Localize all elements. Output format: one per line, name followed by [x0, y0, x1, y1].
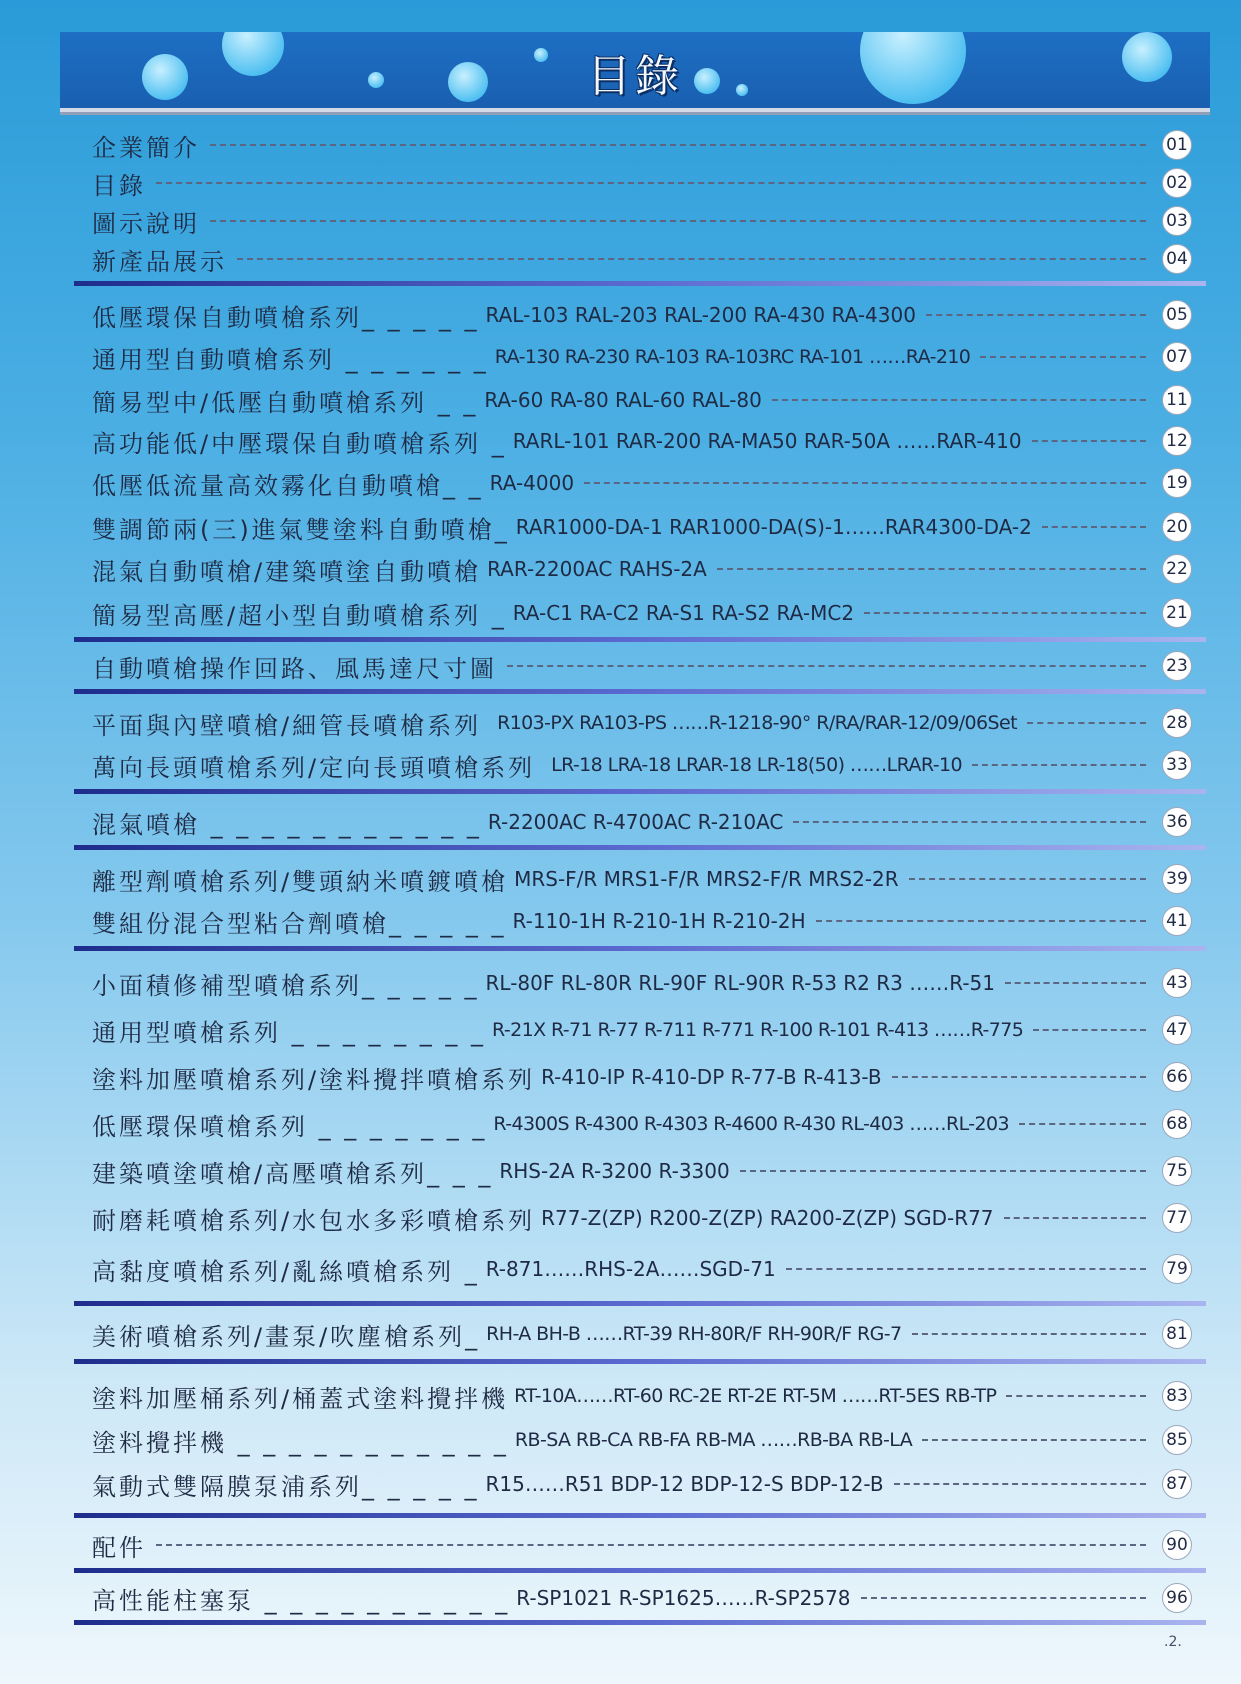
- page-badge: 33: [1162, 750, 1192, 780]
- toc-entry-models: RA-130 RA-230 RA-103 RA-103RC RA-101 ……RA-210: [494, 346, 971, 368]
- leader-line: [793, 821, 1146, 823]
- leader-line: [912, 1333, 1146, 1335]
- leader-line: [1004, 1217, 1146, 1219]
- toc-entry[interactable]: [92, 1154, 1192, 1188]
- toc-entry-models: R77-Z(ZP) R200-Z(ZP) RA200-Z(ZP) SGD-R77: [541, 1206, 994, 1230]
- page-badge: 36: [1162, 807, 1192, 837]
- leader-line: [717, 568, 1146, 570]
- toc-entry-label: 高性能柱塞泵 _ _ _ _ _ _ _ _ _ _: [92, 1586, 511, 1615]
- toc-entry[interactable]: [92, 1528, 1192, 1562]
- toc-entry[interactable]: [92, 904, 1192, 938]
- leader-line: [210, 220, 1146, 222]
- page-badge: 96: [1162, 1583, 1192, 1613]
- page-badge: 20: [1162, 512, 1192, 542]
- leader-line: [972, 764, 1146, 766]
- leader-line: [786, 1268, 1146, 1270]
- toc-entry[interactable]: [92, 1379, 1192, 1413]
- toc-entry[interactable]: [92, 298, 1192, 332]
- leader-line: [507, 665, 1146, 667]
- toc-entry[interactable]: [92, 340, 1192, 374]
- toc-entry-label: 配件: [92, 1533, 146, 1562]
- toc-entry[interactable]: [92, 166, 1192, 200]
- page-badge: 87: [1162, 1469, 1192, 1499]
- leader-line: [894, 1483, 1146, 1485]
- toc-entry[interactable]: [92, 242, 1192, 276]
- toc-entry-models: RB-SA RB-CA RB-FA RB-MA ……RB-BA RB-LA: [514, 1429, 913, 1451]
- toc-entry[interactable]: [92, 649, 1192, 683]
- toc-entry[interactable]: [92, 862, 1192, 896]
- toc-entry-label: 簡易型高壓/超小型自動噴槍系列 _: [92, 601, 507, 630]
- toc-entry[interactable]: [92, 596, 1192, 630]
- toc-entry[interactable]: [92, 1013, 1192, 1047]
- page-badge: 66: [1162, 1062, 1192, 1092]
- section-divider: [74, 845, 1206, 850]
- section-divider: [74, 1301, 1206, 1306]
- toc-entry-models: RAR1000-DA-1 RAR1000-DA(S)-1……RAR4300-DA-2: [515, 515, 1032, 539]
- toc-entry-label: 簡易型中/低壓自動噴槍系列 _ _: [92, 388, 479, 417]
- toc-entry[interactable]: [92, 966, 1192, 1000]
- page-badge: 83: [1162, 1381, 1192, 1411]
- leader-line: [861, 1597, 1146, 1599]
- leader-line: [909, 878, 1146, 880]
- leader-line: [1033, 1029, 1146, 1031]
- toc-entry-label: 混氣自動噴槍/建築噴塗自動噴槍: [92, 557, 482, 586]
- toc-entry-label: 小面積修補型噴槍系列_ _ _ _ _: [92, 971, 480, 1000]
- section-divider: [74, 789, 1206, 794]
- toc-entry-models: R15……R51 BDP-12 BDP-12-S BDP-12-B: [485, 1472, 884, 1496]
- toc-entry[interactable]: [92, 128, 1192, 162]
- page-badge: 12: [1162, 426, 1192, 456]
- toc-entry-label: 雙組份混合型粘合劑噴槍_ _ _ _ _: [92, 909, 507, 938]
- toc-entry[interactable]: [92, 204, 1192, 238]
- leader-line: [210, 144, 1146, 146]
- page-number: .2.: [1164, 1634, 1182, 1650]
- page-badge: 79: [1162, 1254, 1192, 1284]
- toc-entry-models: R-110-1H R-210-1H R-210-2H: [512, 909, 806, 933]
- toc-entry-label: 氣動式雙隔膜泵浦系列_ _ _ _ _: [92, 1472, 480, 1501]
- page-title: 目錄: [587, 51, 683, 102]
- toc-entry-models: RT-10A……RT-60 RC-2E RT-2E RT-5M ……RT-5ES RB-TP: [514, 1385, 997, 1407]
- leader-line: [1032, 440, 1146, 442]
- leader-line: [926, 314, 1146, 316]
- leader-line: [156, 182, 1146, 184]
- toc-entry[interactable]: [92, 805, 1192, 839]
- leader-line: [156, 1544, 1146, 1546]
- toc-entry[interactable]: [92, 466, 1192, 500]
- toc-entry-label: 新產品展示: [92, 247, 227, 276]
- page-badge: 68: [1162, 1109, 1192, 1139]
- leader-line: [1042, 526, 1146, 528]
- page-badge: 21: [1162, 598, 1192, 628]
- leader-line: [584, 482, 1146, 484]
- toc-entry-models: R-871……RHS-2A……SGD-71: [485, 1257, 776, 1281]
- page-badge: 02: [1162, 168, 1192, 198]
- page-badge: 47: [1162, 1015, 1192, 1045]
- toc-entry-label: 高功能低/中壓環保自動噴槍系列 _: [92, 429, 507, 458]
- toc-entry-models: R-SP1021 R-SP1625……R-SP2578: [516, 1586, 851, 1610]
- toc-entry-label: 通用型自動噴槍系列 _ _ _ _ _ _: [92, 345, 489, 374]
- page-badge: 39: [1162, 864, 1192, 894]
- toc-entry-models: RH-A BH-B ……RT-39 RH-80R/F RH-90R/F RG-7: [486, 1323, 902, 1345]
- toc-entry[interactable]: [92, 383, 1192, 417]
- toc-entry-label: 離型劑噴槍系列/雙頭納米噴鍍噴槍: [92, 867, 509, 896]
- section-divider: [74, 689, 1206, 694]
- toc-entry[interactable]: [92, 706, 1192, 740]
- toc-entry-models: LR-18 LRA-18 LRAR-18 LR-18(50) ……LRAR-10: [551, 754, 962, 776]
- page-badge: 41: [1162, 906, 1192, 936]
- leader-line: [740, 1170, 1146, 1172]
- page-badge: 11: [1162, 385, 1192, 415]
- page-badge: 22: [1162, 554, 1192, 584]
- page-badge: 28: [1162, 708, 1192, 738]
- toc-entry[interactable]: [92, 1201, 1192, 1235]
- page-badge: 03: [1162, 206, 1192, 236]
- page-badge: 04: [1162, 244, 1192, 274]
- toc-entry-models: MRS-F/R MRS1-F/R MRS2-F/R MRS2-2R: [514, 867, 899, 891]
- toc-entry-models: R-4300S R-4300 R-4303 R-4600 R-430 RL-403 ……RL-203: [493, 1113, 1009, 1135]
- toc-entry-models: RA-4000: [489, 471, 575, 495]
- leader-line: [1005, 982, 1146, 984]
- page-badge: 05: [1162, 300, 1192, 330]
- leader-line: [892, 1076, 1146, 1078]
- leader-line: [237, 258, 1146, 260]
- page-badge: 90: [1162, 1530, 1192, 1560]
- toc-entry[interactable]: [92, 424, 1192, 458]
- toc-entry-label: 低壓環保自動噴槍系列_ _ _ _ _: [92, 303, 480, 332]
- toc-entry-models: RL-80F RL-80R RL-90F RL-90R R-53 R2 R3 ……R-51: [485, 971, 995, 995]
- toc-entry[interactable]: [92, 1252, 1192, 1286]
- toc-entry-models: RAL-103 RAL-203 RAL-200 RA-430 RA-4300: [485, 303, 916, 327]
- toc-entry-label: 平面與內壁噴槍/細管長噴槍系列: [92, 711, 482, 740]
- toc-entry[interactable]: [92, 1467, 1192, 1501]
- toc-entry-label: 低壓環保噴槍系列 _ _ _ _ _ _ _: [92, 1112, 488, 1141]
- toc-entry-label: 通用型噴槍系列 _ _ _ _ _ _ _ _: [92, 1018, 487, 1047]
- section-divider: [74, 281, 1206, 286]
- page-badge: 81: [1162, 1319, 1192, 1349]
- toc-entry-models: R-21X R-71 R-77 R-711 R-771 R-100 R-101 R-413 ……R-775: [492, 1019, 1024, 1041]
- toc-entry-label: 塗料加壓桶系列/桶蓋式塗料攪拌機: [92, 1384, 509, 1413]
- leader-line: [864, 612, 1146, 614]
- leader-line: [1027, 722, 1146, 724]
- toc-entry-models: R103-PX RA103-PS ……R-1218-90° R/RA/RAR-12/09/06Set: [497, 712, 1017, 734]
- page-badge: 75: [1162, 1156, 1192, 1186]
- leader-line: [816, 920, 1146, 922]
- toc-entry[interactable]: [92, 1423, 1192, 1457]
- leader-line: [1019, 1123, 1146, 1125]
- toc-entry-label: 目錄: [92, 171, 146, 200]
- section-divider: [74, 1513, 1206, 1518]
- page-badge: 23: [1162, 651, 1192, 681]
- toc-entry-label: 企業簡介: [92, 133, 200, 162]
- toc-entry-label: 美術噴槍系列/畫泵/吹塵槍系列_: [92, 1322, 481, 1351]
- toc-entry-label: 萬向長頭噴槍系列/定向長頭噴槍系列: [92, 753, 536, 782]
- leader-line: [980, 356, 1146, 358]
- toc-entry-label: 高黏度噴槍系列/亂絲噴槍系列 _: [92, 1257, 480, 1286]
- toc-entry-models: RARL-101 RAR-200 RA-MA50 RAR-50A ……RAR-410: [512, 429, 1022, 453]
- page-badge: 85: [1162, 1425, 1192, 1455]
- section-divider: [74, 1359, 1206, 1364]
- toc-entry[interactable]: [92, 552, 1192, 586]
- section-divider: [74, 946, 1206, 951]
- page-badge: 07: [1162, 342, 1192, 372]
- toc-entry[interactable]: [92, 510, 1192, 544]
- toc-entry-label: 塗料加壓噴槍系列/塗料攪拌噴槍系列: [92, 1065, 536, 1094]
- toc-entry-label: 自動噴槍操作回路、風馬達尺寸圖: [92, 654, 497, 683]
- toc-entry-label: 耐磨耗噴槍系列/水包水多彩噴槍系列: [92, 1206, 536, 1235]
- toc-entry-models: R-2200AC R-4700AC R-210AC: [487, 810, 784, 834]
- toc-entry[interactable]: [92, 748, 1192, 782]
- toc-entry-label: 混氣噴槍 _ _ _ _ _ _ _ _ _ _ _: [92, 810, 482, 839]
- toc-entry-label: 圖示說明: [92, 209, 200, 238]
- toc-entry-models: RA-60 RA-80 RAL-60 RAL-80: [484, 388, 762, 412]
- toc-entry-label: 塗料攪拌機 _ _ _ _ _ _ _ _ _ _ _: [92, 1428, 509, 1457]
- page-badge: 43: [1162, 968, 1192, 998]
- leader-line: [772, 399, 1146, 401]
- header-banner: [60, 32, 1210, 112]
- section-divider: [74, 1620, 1206, 1625]
- leader-line: [922, 1439, 1146, 1441]
- section-divider: [74, 1568, 1206, 1573]
- toc-entry-label: 雙調節兩(三)進氣雙塗料自動噴槍_: [92, 515, 510, 544]
- leader-line: [1006, 1395, 1146, 1397]
- toc-entry-models: RAR-2200AC RAHS-2A: [487, 557, 707, 581]
- toc-entry[interactable]: [92, 1107, 1192, 1141]
- toc-entry-models: RHS-2A R-3200 R-3300: [499, 1159, 730, 1183]
- toc-entry-label: 建築噴塗噴槍/高壓噴槍系列_ _ _: [92, 1159, 494, 1188]
- toc-entry-models: RA-C1 RA-C2 RA-S1 RA-S2 RA-MC2: [512, 601, 855, 625]
- page-badge: 19: [1162, 468, 1192, 498]
- page-badge: 01: [1162, 130, 1192, 160]
- toc-entry[interactable]: [92, 1060, 1192, 1094]
- section-divider: [74, 637, 1206, 642]
- toc-entry-models: R-410-IP R-410-DP R-77-B R-413-B: [541, 1065, 882, 1089]
- page-badge: 77: [1162, 1203, 1192, 1233]
- toc-entry[interactable]: [92, 1317, 1192, 1351]
- toc-entry[interactable]: [92, 1581, 1192, 1615]
- toc-entry-label: 低壓低流量高效霧化自動噴槍_ _: [92, 471, 484, 500]
